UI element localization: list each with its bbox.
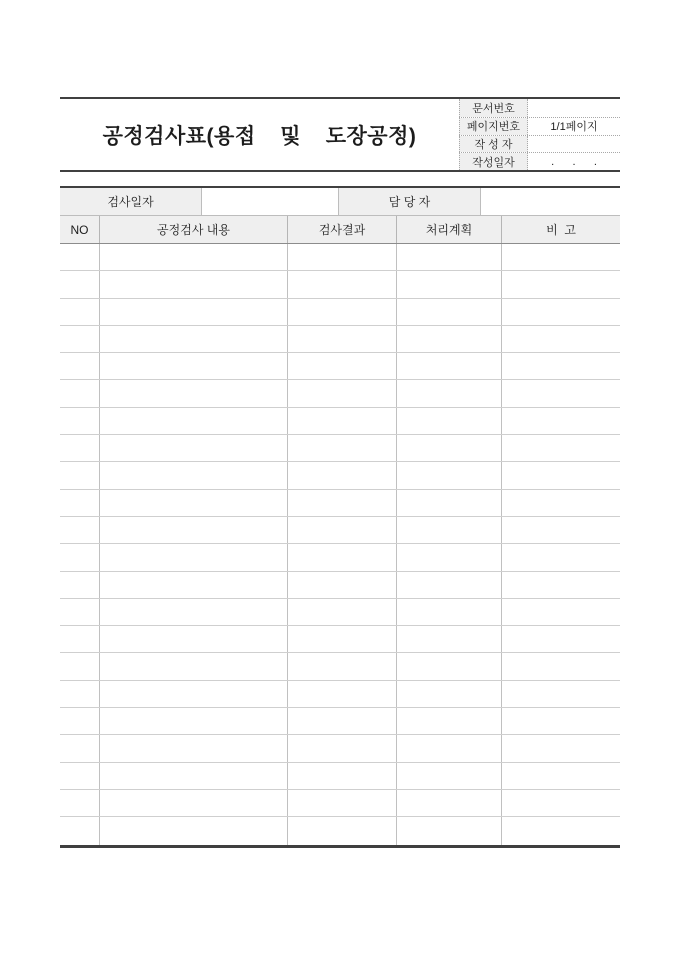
body-cell-plan[interactable] [397, 817, 502, 844]
table-row [60, 244, 620, 271]
body-cell-content[interactable] [100, 681, 288, 707]
body-cell-content[interactable] [100, 708, 288, 734]
body-cell-content[interactable] [100, 763, 288, 789]
body-cell-content[interactable] [100, 271, 288, 297]
table-row [60, 790, 620, 817]
table-row [60, 681, 620, 708]
body-cell-note[interactable] [502, 763, 620, 789]
table-row [60, 326, 620, 353]
body-cell-no[interactable] [60, 380, 100, 406]
body-cell-result[interactable] [288, 790, 397, 816]
body-cell-result[interactable] [288, 408, 397, 434]
body-cell-no[interactable] [60, 572, 100, 598]
body-cell-no[interactable] [60, 763, 100, 789]
body-cell-result[interactable] [288, 599, 397, 625]
body-cell-no[interactable] [60, 653, 100, 679]
body-cell-content[interactable] [100, 299, 288, 325]
body-cell-note[interactable] [502, 517, 620, 543]
body-cell-no[interactable] [60, 271, 100, 297]
info-row-page-number [459, 117, 620, 135]
body-cell-content[interactable] [100, 790, 288, 816]
column-header-row [60, 216, 620, 244]
body-cell-no[interactable] [60, 490, 100, 516]
body-cell-result[interactable] [288, 681, 397, 707]
body-cell-note[interactable] [502, 326, 620, 352]
body-cell-content[interactable] [100, 517, 288, 543]
body-cell-result[interactable] [288, 380, 397, 406]
table-row [60, 653, 620, 680]
body-cell-no[interactable] [60, 462, 100, 488]
info-row-write-date [459, 152, 620, 170]
body-cell-result[interactable] [288, 626, 397, 652]
column-header-note: 비 고 [546, 223, 576, 237]
body-cell-plan[interactable] [397, 380, 502, 406]
body-cell-plan[interactable] [397, 435, 502, 461]
info-row-doc-number [459, 99, 620, 117]
table-row [60, 572, 620, 599]
page-number-value: 1/1페이지 [528, 118, 620, 135]
body-cell-content[interactable] [100, 408, 288, 434]
body-cell-no[interactable] [60, 408, 100, 434]
body-cell-note[interactable] [502, 544, 620, 570]
body-cell-plan[interactable] [397, 326, 502, 352]
manager-label: 담 당 자 [339, 188, 481, 215]
body-cell-content[interactable] [100, 244, 288, 270]
body-cell-result[interactable] [288, 271, 397, 297]
body-cell-plan[interactable] [397, 462, 502, 488]
body-cell-note[interactable] [502, 408, 620, 434]
body-cell-plan[interactable] [397, 735, 502, 761]
table-row [60, 544, 620, 571]
table-row [60, 299, 620, 326]
body-cell-no[interactable] [60, 735, 100, 761]
body-cell-no[interactable] [60, 790, 100, 816]
document-info-table [459, 99, 620, 170]
table-row [60, 408, 620, 435]
table-row [60, 763, 620, 790]
table-row [60, 435, 620, 462]
body-cell-note[interactable] [502, 599, 620, 625]
body-cell-note[interactable] [502, 380, 620, 406]
doc-number-value[interactable] [528, 99, 620, 117]
column-header-plan: 처리계획 [397, 216, 502, 243]
body-cell-no[interactable] [60, 353, 100, 379]
body-cell-no[interactable] [60, 681, 100, 707]
table-row [60, 735, 620, 762]
body-cell-plan[interactable] [397, 572, 502, 598]
write-date-label: 작성일자 [459, 153, 528, 170]
page-number-label: 페이지번호 [459, 118, 528, 135]
page-title: 공정검사표(용접 및 도장공정) [102, 124, 417, 148]
body-cell-plan[interactable] [397, 599, 502, 625]
body-cell-result[interactable] [288, 244, 397, 270]
body-cell-content[interactable] [100, 326, 288, 352]
body-cell-result[interactable] [288, 572, 397, 598]
body-cell-result[interactable] [288, 763, 397, 789]
body-cell-result[interactable] [288, 299, 397, 325]
body-cell-note[interactable] [502, 790, 620, 816]
title-band [60, 97, 620, 172]
author-value[interactable] [528, 136, 620, 153]
body-cell-no[interactable] [60, 708, 100, 734]
manager-value[interactable] [481, 188, 620, 215]
body-cell-note[interactable] [502, 435, 620, 461]
body-cell-note[interactable] [502, 490, 620, 516]
table-row [60, 490, 620, 517]
body-cell-no[interactable] [60, 817, 100, 844]
body-cell-note[interactable] [502, 462, 620, 488]
body-cell-content[interactable] [100, 735, 288, 761]
body-cell-no[interactable] [60, 299, 100, 325]
body-cell-content[interactable] [100, 626, 288, 652]
body-cell-note[interactable] [502, 244, 620, 270]
body-cell-no[interactable] [60, 244, 100, 270]
table-row [60, 517, 620, 544]
body-cell-plan[interactable] [397, 681, 502, 707]
body-cell-no[interactable] [60, 626, 100, 652]
body-cell-result[interactable] [288, 817, 397, 844]
body-cell-content[interactable] [100, 490, 288, 516]
body-cell-note[interactable] [502, 353, 620, 379]
body-cell-no[interactable] [60, 517, 100, 543]
body-cell-result[interactable] [288, 462, 397, 488]
body-cell-no[interactable] [60, 544, 100, 570]
table-row [60, 380, 620, 407]
body-cell-plan[interactable] [397, 626, 502, 652]
body-cell-result[interactable] [288, 517, 397, 543]
body-cell-result[interactable] [288, 353, 397, 379]
body-cell-note[interactable] [502, 653, 620, 679]
inspection-table [60, 186, 620, 848]
body-cell-result[interactable] [288, 544, 397, 570]
body-cell-content[interactable] [100, 572, 288, 598]
body-cell-content[interactable] [100, 435, 288, 461]
body-cell-plan[interactable] [397, 708, 502, 734]
column-header-result: 검사결과 [288, 216, 397, 243]
body-cell-result[interactable] [288, 490, 397, 516]
info-row-author [459, 135, 620, 153]
body-cell-plan[interactable] [397, 544, 502, 570]
body-cell-result[interactable] [288, 435, 397, 461]
column-header-content: 공정검사 내용 [100, 216, 288, 243]
body-cell-note[interactable] [502, 817, 620, 844]
body-cell-content[interactable] [100, 462, 288, 488]
table-row [60, 462, 620, 489]
body-cell-plan[interactable] [397, 517, 502, 543]
body-cell-result[interactable] [288, 708, 397, 734]
body-cell-content[interactable] [100, 653, 288, 679]
table-row [60, 353, 620, 380]
table-row [60, 599, 620, 626]
body-cell-plan[interactable] [397, 299, 502, 325]
body-cell-note[interactable] [502, 735, 620, 761]
body-cell-plan[interactable] [397, 490, 502, 516]
column-header-no: NO [60, 216, 100, 243]
body-cell-note[interactable] [502, 299, 620, 325]
body-cell-no[interactable] [60, 435, 100, 461]
body-cell-note[interactable] [502, 271, 620, 297]
body-cell-result[interactable] [288, 653, 397, 679]
inspection-date-label: 검사일자 [60, 188, 202, 215]
body-cell-plan[interactable] [397, 790, 502, 816]
body-cell-result[interactable] [288, 735, 397, 761]
body-cell-no[interactable] [60, 599, 100, 625]
body-cell-content[interactable] [100, 544, 288, 570]
body-cell-content[interactable] [100, 817, 288, 844]
body-cell-result[interactable] [288, 326, 397, 352]
table-row [60, 708, 620, 735]
body-cell-plan[interactable] [397, 244, 502, 270]
body-cell-content[interactable] [100, 353, 288, 379]
doc-number-label: 문서번호 [459, 99, 528, 117]
table-row [60, 626, 620, 653]
table-row [60, 271, 620, 298]
body-cell-content[interactable] [100, 380, 288, 406]
body-cell-note[interactable] [502, 572, 620, 598]
body-cell-plan[interactable] [397, 408, 502, 434]
body-cell-no[interactable] [60, 326, 100, 352]
body-cell-note[interactable] [502, 681, 620, 707]
author-label: 작 성 자 [459, 136, 528, 153]
body-cell-note[interactable] [502, 708, 620, 734]
write-date-value[interactable]: . . . [528, 153, 620, 170]
body-cell-content[interactable] [100, 599, 288, 625]
table-body [60, 244, 620, 845]
table-row [60, 817, 620, 844]
body-cell-plan[interactable] [397, 653, 502, 679]
body-cell-plan[interactable] [397, 763, 502, 789]
meta-row [60, 188, 620, 216]
body-cell-plan[interactable] [397, 353, 502, 379]
body-cell-note[interactable] [502, 626, 620, 652]
inspection-date-value[interactable] [202, 188, 339, 215]
body-cell-plan[interactable] [397, 271, 502, 297]
